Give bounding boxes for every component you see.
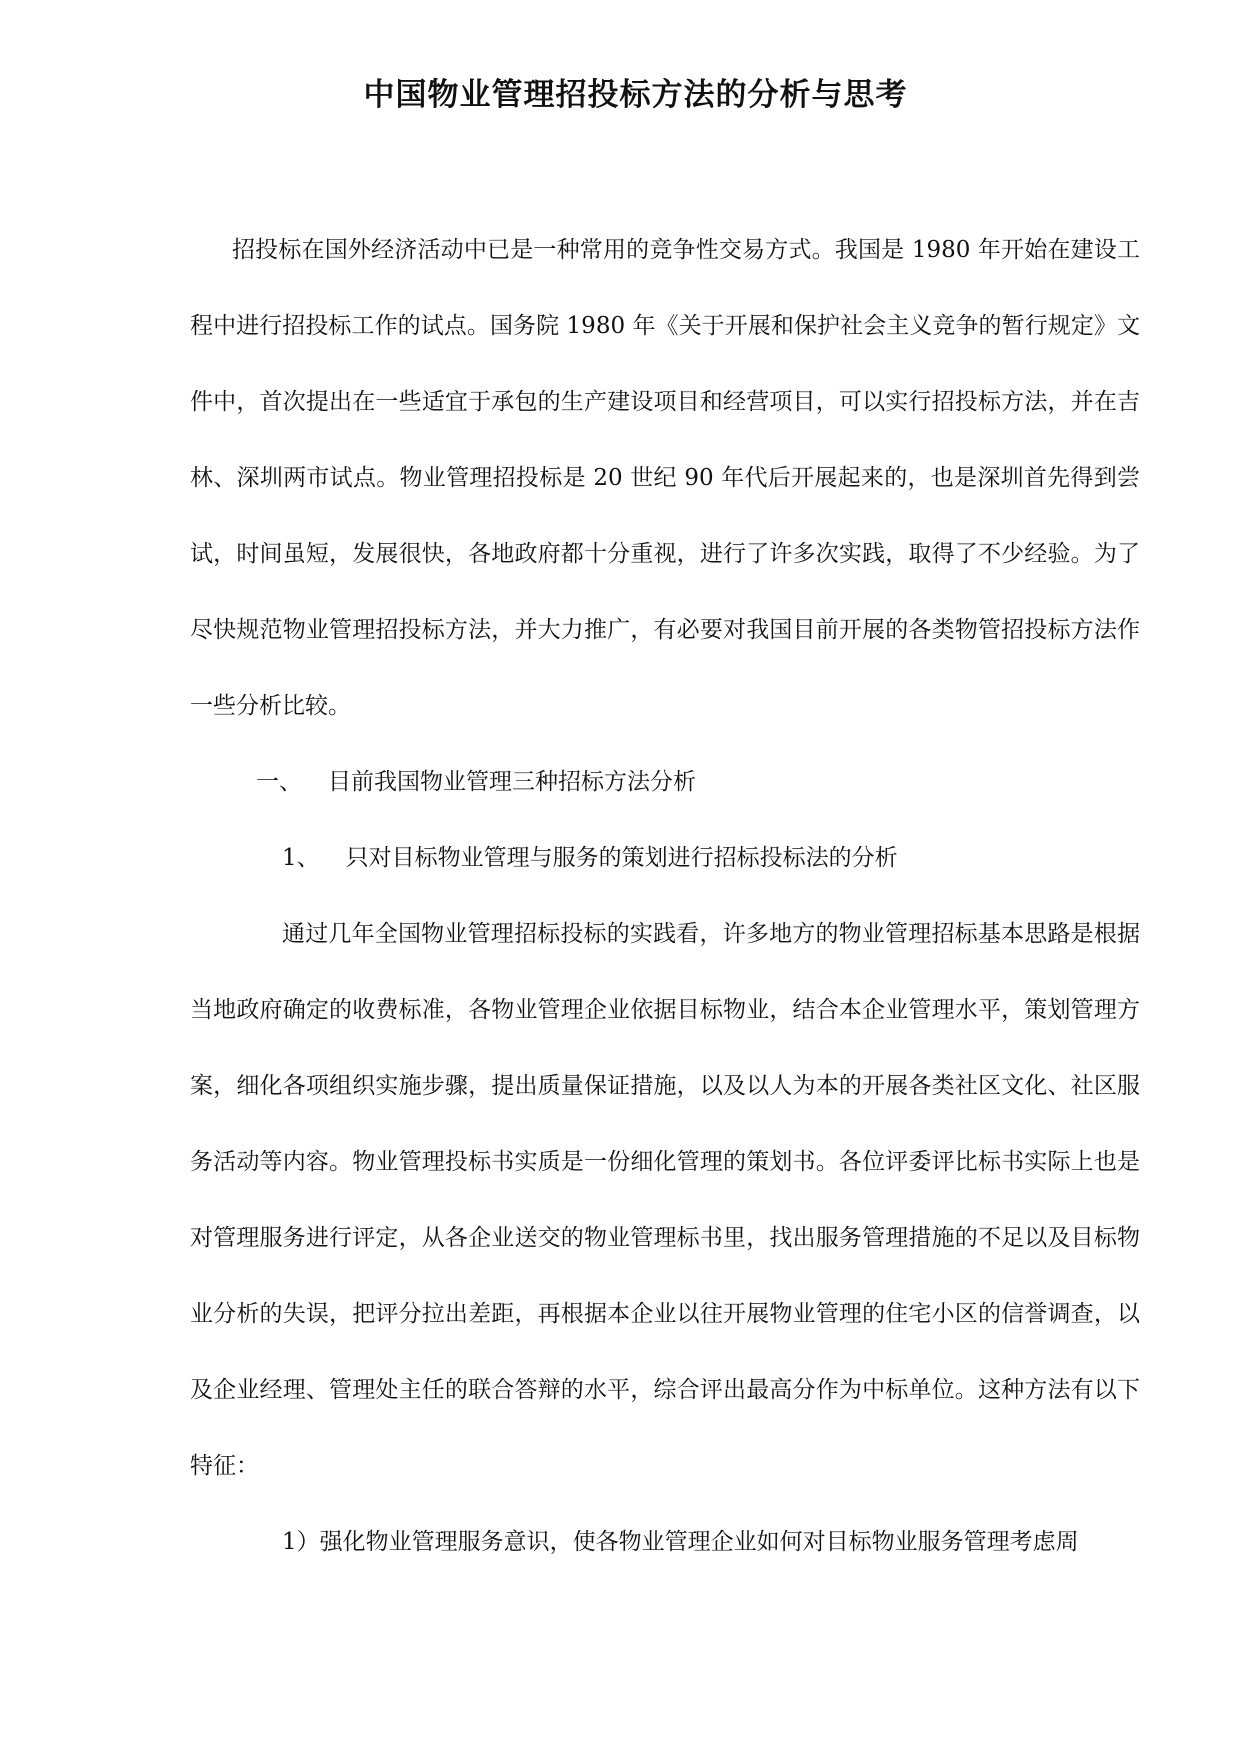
document-title: 中国物业管理招投标方法的分析与思考	[363, 77, 908, 113]
section-heading	[190, 744, 1140, 820]
section-title: 目前我国物业管理三种招标方法分析	[328, 769, 696, 795]
subsection-title: 只对目标物业管理与服务的策划进行招标投标法的分析	[345, 845, 898, 871]
subsection-number: 1、	[282, 845, 320, 871]
analysis-paragraph: 通过几年全国物业管理招标投标的实践看，许多地方的物业管理招标基本思路是根据当地政府确定的收费标准，各物业管理企业依据目标物业，结合本企业管理水平，策划管理方案，细化各项组织实施步骤，提出质量保证措施，以及以人为本的开展各类社区文化、社区服务活动等内容。物业管理投标书实质是一份细化管理的策划书。各位评委评比标书实际上也是对管理服务进行评定，从各企业送交的物业管理标书里，找出服务管理措施的不足以及目标物业分析的失误，把评分拉出差距，再根据本企业以往开展物业管理的住宅小区的信誉调查，以及企业经理、管理处主任的联合答辩的水平，综合评出最高分作为中标单位。这种方法有以下特征：	[190, 921, 1140, 1479]
subsection-heading	[190, 820, 1140, 896]
feature-item-1: 1）强化物业管理服务意识，使各物业管理企业如何对目标物业服务管理考虑周	[282, 1529, 1079, 1555]
intro-paragraph: 招投标在国外经济活动中已是一种常用的竞争性交易方式。我国是 1980 年开始在建设工程中进行招投标工作的试点。国务院 1980 年《关于开展和保护社会主义竞争的暂行规定》文件中，首次提出在一些适宜于承包的生产建设项目和经营项目，可以实行招投标方法，并在吉林、深圳两市试点。物业管理招投标是 20 世纪 90 年代后开展起来的，也是深圳首先得到尝试，时间虽短，发展很快，各地政府都十分重视，进行了许多次实践，取得了不少经验。为了尽快规范物业管理招投标方法，并大力推广，有必要对我国目前开展的各类物管招投标方法作一些分析比较。	[190, 237, 1140, 719]
document-body	[190, 212, 1140, 1580]
section-number: 一、	[256, 769, 302, 795]
